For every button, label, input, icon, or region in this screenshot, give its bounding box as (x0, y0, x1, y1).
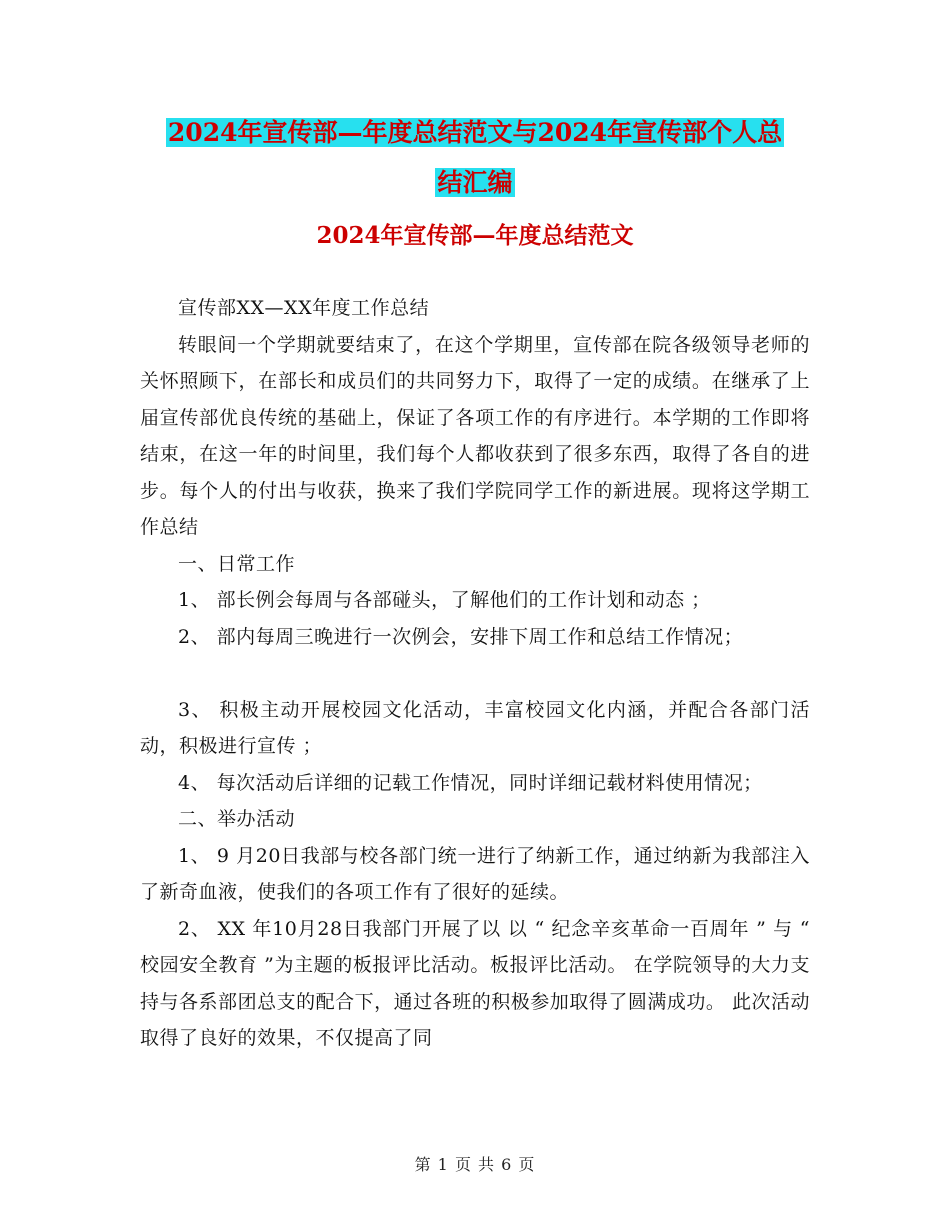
paragraph-section-daily-work: 一、日常工作 (178, 552, 296, 575)
document-title-line-2: 结汇编 (437, 168, 513, 197)
document-body (140, 290, 810, 1057)
paragraph-heading: 宣传部XX—XX年度工作总结 (178, 297, 430, 319)
list-item: 2、 部内每周三晚进行一次例会，安排下周工作和总结工作情况； (178, 625, 744, 648)
document-title-line-1: 2024年宣传部—年度总结范文与2024年宣传部个人总 (167, 118, 783, 147)
list-item: 2、 XX 年10月28日我部门开展了以 以 “ 纪念辛亥革命一百周年 ” 与 “ 校园安全教育 ”为主题的板报评比活动。板报评比活动。 在学院领导的大力支持与各系部团总支的配合下，通过各班的积极参加取得了圆满成功。 此次活动取得了良好的效果，不仅提高了同 (140, 917, 810, 1049)
paragraph-intro: 转眼间一个学期就要结束了，在这个学期里，宣传部在院各级领导老师的关怀照顾下，在部长和成员们的共同努力下，取得了一定的成绩。在继承了上届宣传部优良传统的基础上，保证了各项工作的有序进行。本学期的工作即将结束，在这一年的时间里，我们每个人都收获到了很多东西，取得了各自的进步。每个人的付出与收获，换来了我们学院同学工作的新进展。现将这学期工作总结 (140, 333, 810, 538)
list-item: 1、 部长例会每周与各部碰头，了解他们的工作计划和动态 ； (178, 589, 711, 611)
section-title: 2024年宣传部—年度总结范文 (316, 222, 634, 249)
list-item: 3、 积极主动开展校园文化活动，丰富校园文化内涵，并配合各部门活动，积极进行宣传 ； (140, 698, 810, 757)
blank-line (140, 655, 810, 692)
document-title (140, 108, 810, 208)
page-footer: 第 1 页 共 6 页 (414, 1155, 536, 1174)
list-item: 4、 每次活动后详细的记载工作情况，同时详细记载材料使用情况； (178, 771, 763, 794)
list-item: 1、 9 月20日我部与校各部门统一进行了纳新工作，通过纳新为我部注入了新奇血液，使我们的各项工作有了很好的延续。 (140, 844, 810, 903)
paragraph-section-activities: 二、举办活动 (178, 808, 296, 830)
